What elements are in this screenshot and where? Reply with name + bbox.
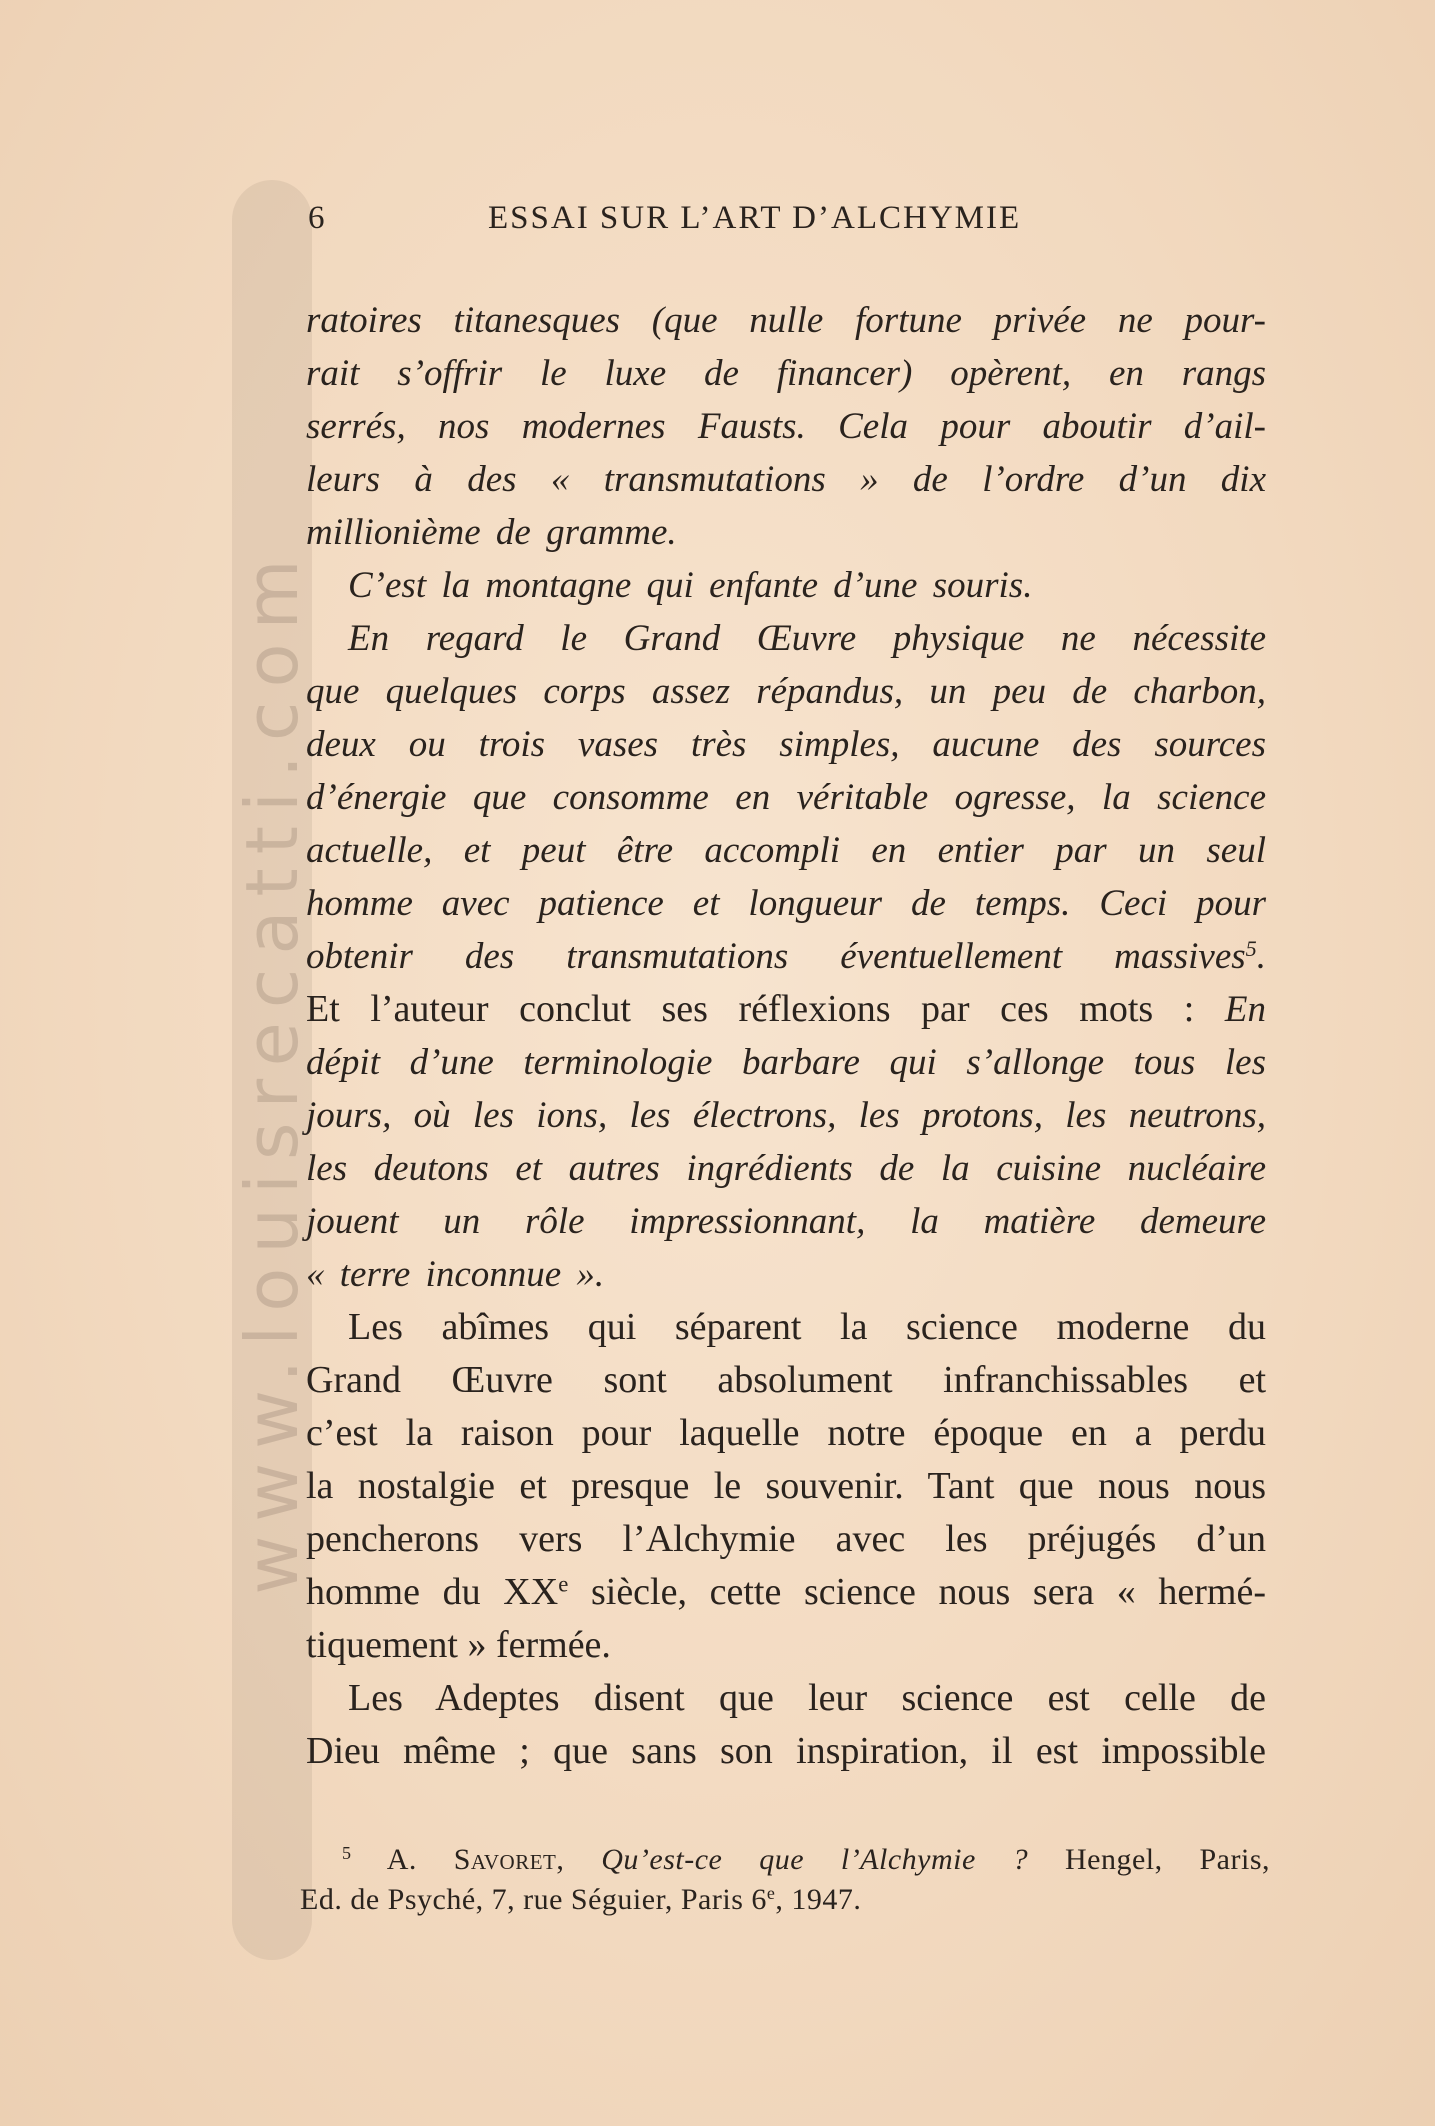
footnote-marker: 5 xyxy=(342,1843,352,1864)
superscript: e xyxy=(766,1883,776,1904)
text-line: d’énergie que consomme en véritable ogresse, la science xyxy=(306,777,1266,818)
text-line xyxy=(306,983,1266,1036)
text-line: la nostalgie et presque le souvenir. Tant que nous nous xyxy=(306,1465,1266,1507)
text-line: Les abîmes qui séparent la science moderne du xyxy=(348,1306,1266,1348)
text-line: Grand Œuvre sont absolument infranchissables et xyxy=(306,1359,1266,1401)
text-line: deux ou trois vases très simples, aucune des sources xyxy=(306,724,1266,765)
text-line xyxy=(306,1566,1266,1619)
footnote-publisher: Hengel, Paris, xyxy=(1065,1843,1270,1876)
text-line: C’est la montagne qui enfante d’une souris. xyxy=(348,565,1033,606)
text-line: « terre inconnue ». xyxy=(306,1254,605,1295)
page-header xyxy=(308,200,1268,244)
text-segment: obtenir des transmutations éventuellement massives xyxy=(306,936,1246,977)
text-line: dépit d’une terminologie barbare qui s’allonge tous les xyxy=(306,1042,1266,1083)
footnote-title: Qu’est-ce que l’Alchymie ? xyxy=(601,1843,1029,1876)
text-segment: siècle, cette science nous sera « hermé- xyxy=(568,1571,1266,1613)
body-text xyxy=(306,294,1266,1778)
text-line: actuelle, et peut être accompli en entier par un seul xyxy=(306,830,1266,871)
footnote-address: Ed. de Psyché, 7, rue Séguier, Paris 6 xyxy=(300,1883,767,1916)
text-line xyxy=(306,930,1266,983)
text-line: jours, où les ions, les électrons, les protons, les neutrons, xyxy=(306,1095,1266,1136)
text-line: rait s’offrir le luxe de financer) opèrent, en rangs xyxy=(306,353,1266,394)
text-segment: homme du XX xyxy=(306,1571,559,1613)
footnote-reference: 5 xyxy=(1245,935,1257,961)
footnote-line xyxy=(300,1840,1270,1880)
text-segment: . xyxy=(1256,936,1266,977)
text-line: les deutons et autres ingrédients de la cuisine nucléaire xyxy=(306,1148,1266,1189)
text-line: millionième de gramme. xyxy=(306,512,677,553)
superscript: e xyxy=(558,1571,569,1597)
text-line: En regard le Grand Œuvre physique ne nécessite xyxy=(348,618,1266,659)
text-line: Dieu même ; que sans son inspiration, il est impossible xyxy=(306,1730,1266,1772)
text-line: tiquement » fermée. xyxy=(306,1624,611,1666)
text-line: pencherons vers l’Alchymie avec les préjugés d’un xyxy=(306,1518,1266,1560)
watermark-text: www.louisrecatti.com xyxy=(230,545,314,1595)
text-segment: En xyxy=(1224,989,1266,1030)
text-line: serrés, nos modernes Fausts. Cela pour aboutir d’ail- xyxy=(306,406,1266,447)
page-number: 6 xyxy=(308,200,327,236)
footnote-year: , 1947. xyxy=(775,1883,862,1916)
text-line: que quelques corps assez répandus, un peu de charbon, xyxy=(306,671,1266,712)
running-title: ESSAI SUR L’ART D’ALCHYMIE xyxy=(488,200,1022,236)
text-line: c’est la raison pour laquelle notre époque en a perdu xyxy=(306,1412,1266,1454)
footnote-line xyxy=(300,1880,1270,1920)
footnote-author-name: Savoret, xyxy=(453,1843,565,1876)
footnote xyxy=(300,1840,1270,1920)
text-line: ratoires titanesques (que nulle fortune privée ne pour- xyxy=(306,300,1266,341)
text-line: homme avec patience et longueur de temps. Ceci pour xyxy=(306,883,1266,924)
text-line: leurs à des « transmutations » de l’ordre d’un dix xyxy=(306,459,1266,500)
footnote-author-initial: A. xyxy=(386,1843,417,1876)
text-line: jouent un rôle impressionnant, la matière demeure xyxy=(306,1201,1266,1242)
text-segment: Et l’auteur conclut ses réflexions par ces mots : xyxy=(306,988,1225,1030)
text-line: Les Adeptes disent que leur science est celle de xyxy=(348,1677,1266,1719)
